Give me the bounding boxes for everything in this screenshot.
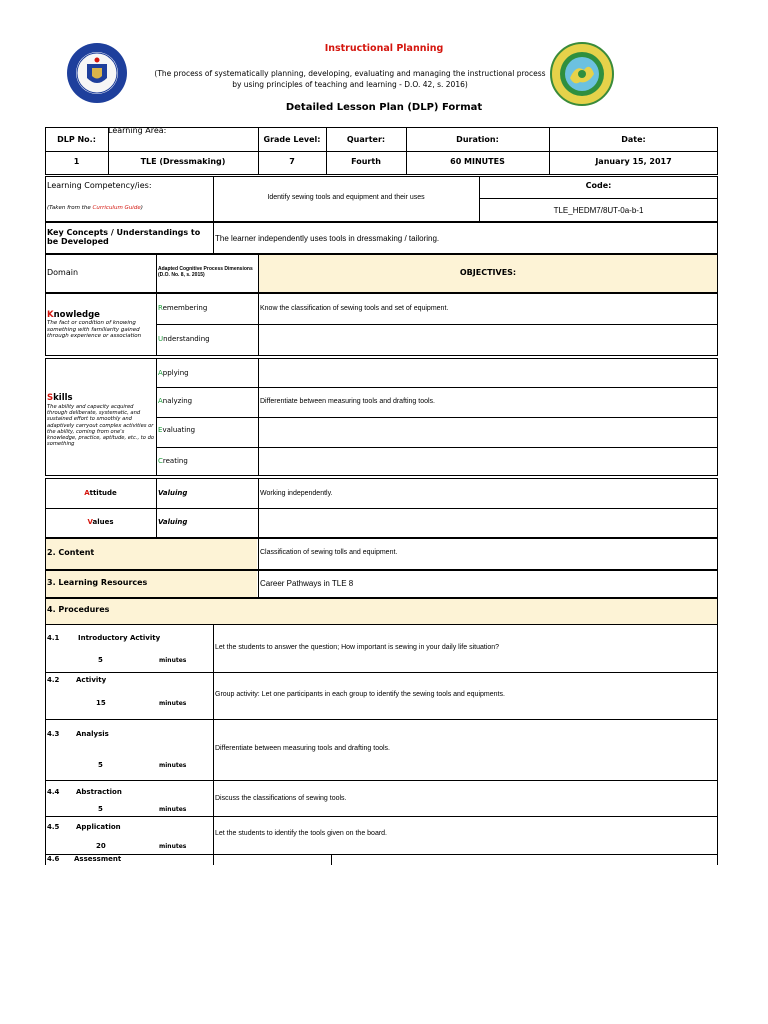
procedure-4-1-name: Introductory Activity [78, 634, 161, 642]
subtitle-line2: by using principles of teaching and learning - D.O. 42, s. 2016) [232, 80, 468, 89]
objectives-title: OBJECTIVES: [459, 268, 517, 277]
knowledge-desc: The fact or condition of knowing something with familiarity gained through experience or association [47, 320, 142, 339]
knowledge-label [47, 310, 100, 320]
analyzing-rest: nalyzing [162, 397, 193, 405]
procedure-4-4-name: Abstraction [76, 788, 122, 796]
code-value: TLE_HEDM7/8UT-0a-b-1 [553, 206, 644, 215]
note-prefix: (Taken from the [47, 205, 93, 211]
key-concepts-text: The learner independently uses tools in dressmaking / tailoring. [215, 234, 440, 243]
remembering-initial: R [158, 304, 163, 312]
key-concepts-label: Key Concepts / Understandings to be Developed [47, 228, 201, 246]
procedure-4-5-minutes: 20 [96, 842, 106, 850]
applying-process [158, 369, 189, 377]
procedure-4-3-num: 4.3 [47, 730, 60, 738]
curriculum-guide-link: Curriculum Guide [92, 205, 141, 211]
competency-note [47, 205, 143, 211]
procedure-4-5-minutes-label: minutes [159, 843, 187, 850]
procedure-4-5-name: Application [76, 823, 121, 831]
applying-initial: A [158, 369, 163, 377]
resources-label: 3. Learning Resources [47, 578, 148, 587]
analyzing-process [158, 397, 192, 405]
creating-process [158, 457, 188, 465]
note-suffix: ) [140, 205, 143, 211]
procedure-4-3-minutes: 5 [98, 761, 103, 769]
quarter-value: Fourth [351, 157, 381, 166]
evaluating-process [158, 426, 195, 434]
procedure-4-1-minutes: 5 [98, 656, 103, 664]
remembering-process [158, 304, 207, 312]
page-title: Instructional Planning [324, 43, 444, 54]
skills-desc: The ability and capacity acquired through deliberate, systematic, and sustained effort to smoothly and adaptively carryout complex activities or the ability, coming from one's knowledge, practice, aptitude, etc., to do something [47, 404, 155, 448]
learning-area-value: TLE (Dressmaking) [140, 157, 226, 166]
procedure-4-4-minutes: 5 [98, 805, 103, 813]
code-label: Code: [585, 181, 612, 190]
evaluating-initial: E [158, 426, 163, 434]
understanding-process [158, 335, 210, 343]
dlp-no-value: 1 [73, 157, 80, 166]
domain-header: Domain [47, 268, 79, 277]
procedure-4-6-num: 4.6 [47, 855, 60, 863]
skills-label [47, 393, 73, 403]
resources-text: Career Pathways in TLE 8 [260, 579, 354, 588]
dlp-no-label: DLP No.: [57, 135, 96, 144]
procedure-4-5-text: Let the students to identify the tools given on the board. [215, 830, 388, 837]
analyzing-initial: A [158, 397, 163, 405]
procedures-label: 4. Procedures [47, 605, 110, 614]
creating-rest: reating [162, 457, 188, 465]
values-process: Valuing [158, 518, 188, 526]
procedure-4-2-minutes: 15 [96, 699, 106, 707]
duration-label: Duration: [456, 135, 499, 144]
content-text: Classification of sewing tolls and equipment. [260, 549, 398, 556]
evaluating-rest: valuating [162, 426, 196, 434]
procedure-4-1-text: Let the students to answer the question; How important is sewing in your daily life situation? [215, 644, 500, 651]
procedure-4-2-minutes-label: minutes [159, 700, 187, 707]
procedure-4-4-text: Discuss the classifications of sewing tools. [215, 795, 347, 802]
procedure-4-2-num: 4.2 [47, 676, 60, 684]
attitude-process: Valuing [158, 489, 188, 497]
subtitle-line1: (The process of systematically planning, developing, evaluating and managing the instructional process [154, 69, 546, 78]
procedure-4-3-text: Differentiate between measuring tools and drafting tools. [215, 745, 390, 752]
knowledge-initial: K [47, 310, 54, 320]
knowledge-rest: nowledge [53, 310, 100, 320]
grade-level-label: Grade Level: [263, 135, 321, 144]
format-title: Detailed Lesson Plan (DLP) Format [285, 102, 483, 113]
content-label: 2. Content [47, 548, 95, 557]
competency-text: Identify sewing tools and equipment and their uses [267, 194, 425, 201]
procedure-4-1-num: 4.1 [47, 634, 60, 642]
procedure-4-4-minutes-label: minutes [159, 806, 187, 813]
procedure-4-6-name: Assessment [74, 855, 122, 863]
values-initial: V [87, 518, 93, 526]
analyzing-objective: Differentiate between measuring tools and drafting tools. [260, 398, 435, 405]
creating-initial: C [158, 457, 163, 465]
procedure-4-2-name: Activity [76, 676, 107, 684]
procedures-header [45, 598, 718, 625]
procedure-4-4-num: 4.4 [47, 788, 60, 796]
procedure-4-2-text: Group activity: Let one participants in each group to identify the sewing tools and equipments. [215, 691, 505, 698]
skills-initial: S [47, 393, 54, 403]
procedure-4-5-num: 4.5 [47, 823, 60, 831]
adapted-header: Adapted Cognitive Process Dimensions (D.O. No. 8, s. 2015) [158, 266, 253, 278]
values-label [45, 518, 156, 526]
values-rest: alues [92, 518, 114, 526]
duration-value: 60 MINUTES [450, 157, 505, 166]
date-label: Date: [621, 135, 646, 144]
attitude-label [45, 489, 156, 497]
remembering-objective: Know the classification of sewing tools and set of equipment. [260, 305, 449, 312]
grade-level-value: 7 [289, 157, 295, 166]
attitude-objective: Working independently. [260, 490, 333, 497]
procedure-4-3-minutes-label: minutes [159, 762, 187, 769]
remembering-rest: emembering [162, 304, 208, 312]
attitude-rest: ttitude [89, 489, 117, 497]
attitude-initial: A [84, 489, 90, 497]
learning-area-label: Learning Area: [108, 126, 167, 135]
procedure-4-1-minutes-label: minutes [159, 657, 187, 664]
understanding-rest: nderstanding [163, 335, 210, 343]
quarter-label: Quarter: [346, 135, 386, 144]
date-value: January 15, 2017 [595, 157, 672, 166]
applying-rest: pplying [162, 369, 189, 377]
understanding-initial: U [158, 335, 164, 343]
competency-label: Learning Competency/ies: [47, 181, 152, 190]
skills-rest: kills [53, 393, 73, 403]
procedure-4-3-name: Analysis [76, 730, 109, 738]
